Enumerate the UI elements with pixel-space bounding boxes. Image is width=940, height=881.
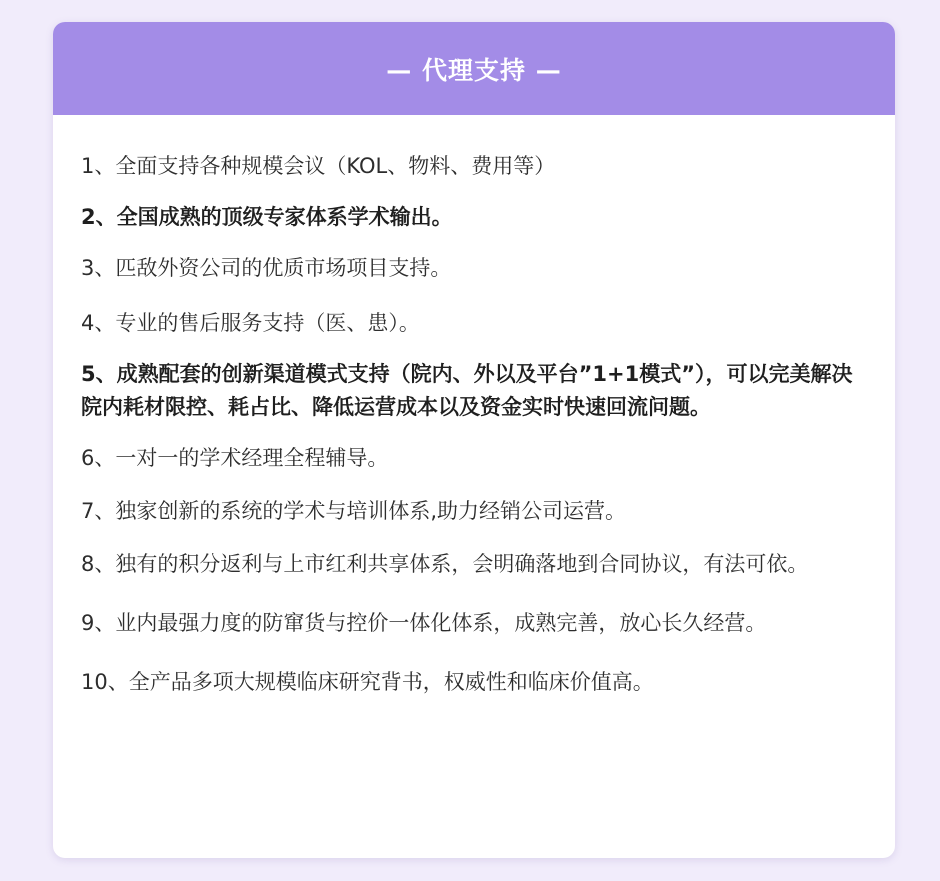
list-item-5: 5、成熟配套的创新渠道模式支持（院内、外以及平台”1+1模式”），可以完美解决院内耗材限控、耗占比、降低运营成本以及资金实时快速回流问题。	[81, 362, 853, 419]
agent-support-card	[53, 22, 895, 858]
list-item-7: 7、独家创新的系统的学术与培训体系,助力经销公司运营。	[81, 499, 627, 523]
list-item-9: 9、业内最强力度的防窜货与控价一体化体系，成熟完善，放心长久经营。	[81, 611, 767, 635]
list-item-3: 3、匹敌外资公司的优质市场项目支持。	[81, 256, 452, 280]
list-item-1: 1、全面支持各种规模会议（KOL、物料、费用等）	[81, 154, 556, 178]
card-title: — 代理支持 —	[386, 55, 562, 85]
list-item-2: 2、全国成熟的顶级专家体系学术输出。	[81, 205, 453, 229]
list-item-4: 4、专业的售后服务支持（医、患）。	[81, 311, 420, 335]
list-item-8: 8、独有的积分返利与上市红利共享体系，会明确落地到合同协议，有法可依。	[81, 552, 809, 576]
list-item-6: 6、一对一的学术经理全程辅导。	[81, 446, 389, 470]
support-list	[53, 115, 895, 695]
list-item-10: 10、全产品多项大规模临床研究背书，权威性和临床价值高。	[81, 670, 654, 694]
card-header	[53, 22, 895, 115]
